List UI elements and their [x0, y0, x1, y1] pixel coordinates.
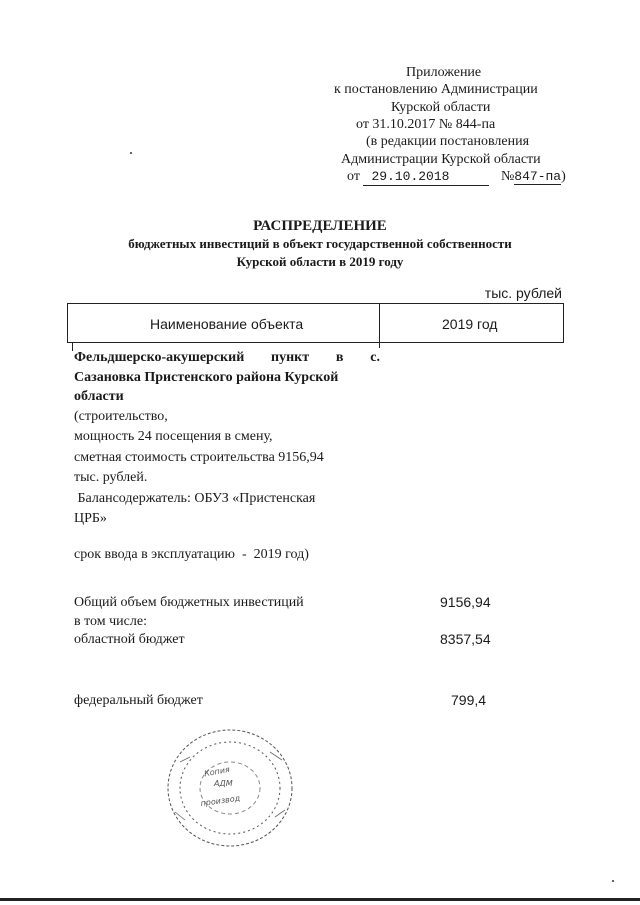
- object-detail-capacity: мощность 24 посещения в смену,: [74, 429, 273, 444]
- column-header-object: Наименование объекта: [150, 316, 304, 332]
- svg-text:АДМ: АДМ: [214, 779, 233, 788]
- object-name-line3: области: [74, 389, 124, 404]
- official-stamp: [160, 722, 300, 852]
- object-detail-construction: (строительство,: [74, 409, 168, 424]
- table-divider: [379, 303, 380, 348]
- including-label: в том числе:: [74, 614, 147, 629]
- total-label: Общий объем бюджетных инвестиций: [74, 595, 304, 610]
- regional-budget-value: 8357,54: [440, 631, 491, 647]
- object-commissioning: срок ввода в эксплуатацию - 2019 год): [74, 547, 309, 562]
- object-detail-holder-name: ЦРБ»: [74, 511, 107, 526]
- annex-decree-date: от 31.10.2017 № 844-па: [356, 117, 496, 132]
- svg-text:производ: производ: [200, 793, 241, 809]
- units-label: тыс. рублей: [484, 285, 562, 301]
- scan-dot: [130, 152, 132, 154]
- annex-edition-note: (в редакции постановления: [366, 134, 530, 149]
- object-detail-estimated-cost: сметная стоимость строительства 9156,94: [74, 450, 324, 465]
- table-tick: [72, 343, 73, 351]
- annex-edition-date: 29.10.2018: [363, 168, 489, 186]
- annex-administration: Администрации Курской области: [341, 152, 541, 167]
- document-subtitle-line1: бюджетных инвестиций в объект государственной собственности: [128, 236, 512, 251]
- annex-edition-date-line: [347, 168, 566, 186]
- svg-text:Копия: Копия: [203, 764, 231, 779]
- total-value: 9156,94: [440, 594, 491, 610]
- annex-from-prefix: от: [347, 169, 360, 184]
- annex-close-paren: ): [561, 169, 566, 184]
- object-name-word: с.: [370, 350, 380, 365]
- object-name-word: пункт: [271, 350, 310, 365]
- object-name-line1: [74, 350, 380, 366]
- object-name-word: Фельдшерско-акушерский: [74, 350, 245, 365]
- annex-number-label: №: [500, 169, 515, 184]
- regional-budget-label: областной бюджет: [74, 632, 185, 647]
- annex-region: Курской области: [391, 100, 491, 115]
- annex-edition-number: 847-па: [514, 169, 562, 184]
- document-title: РАСПРЕДЕЛЕНИЕ: [253, 218, 387, 234]
- scan-dot: [612, 880, 614, 882]
- object-name-word: в: [335, 350, 344, 365]
- document-subtitle-line2: Курской области в 2019 году: [236, 254, 404, 269]
- object-detail-holder: Балансодержатель: ОБУЗ «Пристенская: [74, 491, 316, 506]
- object-detail-units: тыс. рублей.: [74, 470, 148, 485]
- federal-budget-value: 799,4: [451, 692, 487, 708]
- annex-decree-ref: к постановлению Администрации: [334, 82, 538, 97]
- object-name-line2: Сазановка Пристенского района Курской: [74, 370, 339, 385]
- scan-edge: [0, 898, 640, 901]
- federal-budget-label: федеральный бюджет: [74, 693, 203, 708]
- annex-label: Приложение: [406, 65, 482, 80]
- column-header-year: 2019 год: [442, 316, 498, 332]
